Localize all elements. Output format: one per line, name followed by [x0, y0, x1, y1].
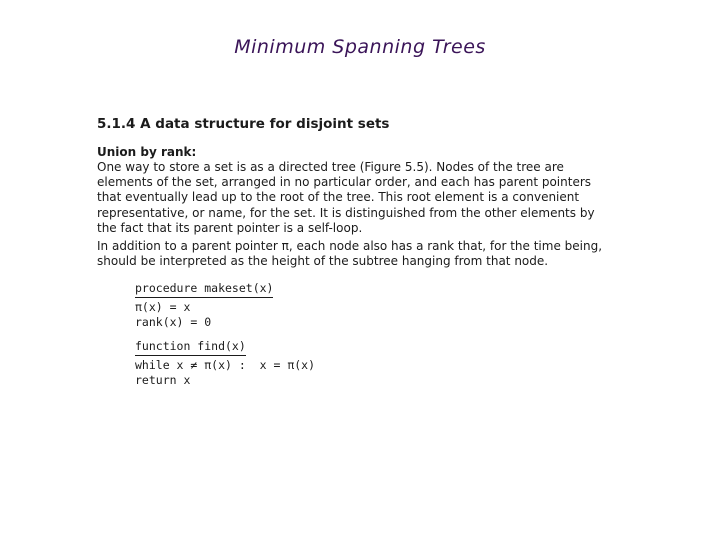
makeset-header: procedure makeset(x)	[135, 281, 273, 298]
slide-title: Minimum Spanning Trees	[234, 36, 486, 58]
find-function	[135, 339, 563, 388]
paragraph-line: In addition to a parent pointer π, each node also has a rank that, for the time being,	[97, 239, 603, 254]
textbook-excerpt	[97, 116, 603, 397]
code-line: π(x) = x	[135, 300, 191, 315]
code-line: return x	[135, 373, 191, 388]
pseudocode	[135, 281, 563, 388]
paragraph-line: One way to store a set is as a directed tree (Figure 5.5). Nodes of the tree are	[97, 160, 564, 174]
paragraph-line: that eventually lead up to the root of the tree. This root element is a convenient	[97, 190, 580, 205]
paragraph-rank	[97, 239, 603, 269]
makeset-procedure	[135, 281, 563, 330]
code-line: while x ≠ π(x) : x = π(x)	[135, 358, 316, 373]
paragraph-line: the fact that its parent pointer is a self-loop.	[97, 220, 363, 235]
code-line: rank(x) = 0	[135, 315, 212, 330]
paragraph-line: elements of the set, arranged in no particular order, and each has parent pointers	[97, 175, 592, 190]
sub-heading: Union by rank:	[97, 145, 197, 159]
paragraph-union-by-rank	[97, 160, 595, 236]
find-header: function find(x)	[135, 339, 246, 356]
paragraph-line: should be interpreted as the height of the subtree hanging from that node.	[97, 254, 549, 269]
paragraph-line: representative, or name, for the set. It is distinguished from the other elements by	[97, 205, 595, 220]
section-heading: 5.1.4 A data structure for disjoint sets	[97, 116, 390, 132]
